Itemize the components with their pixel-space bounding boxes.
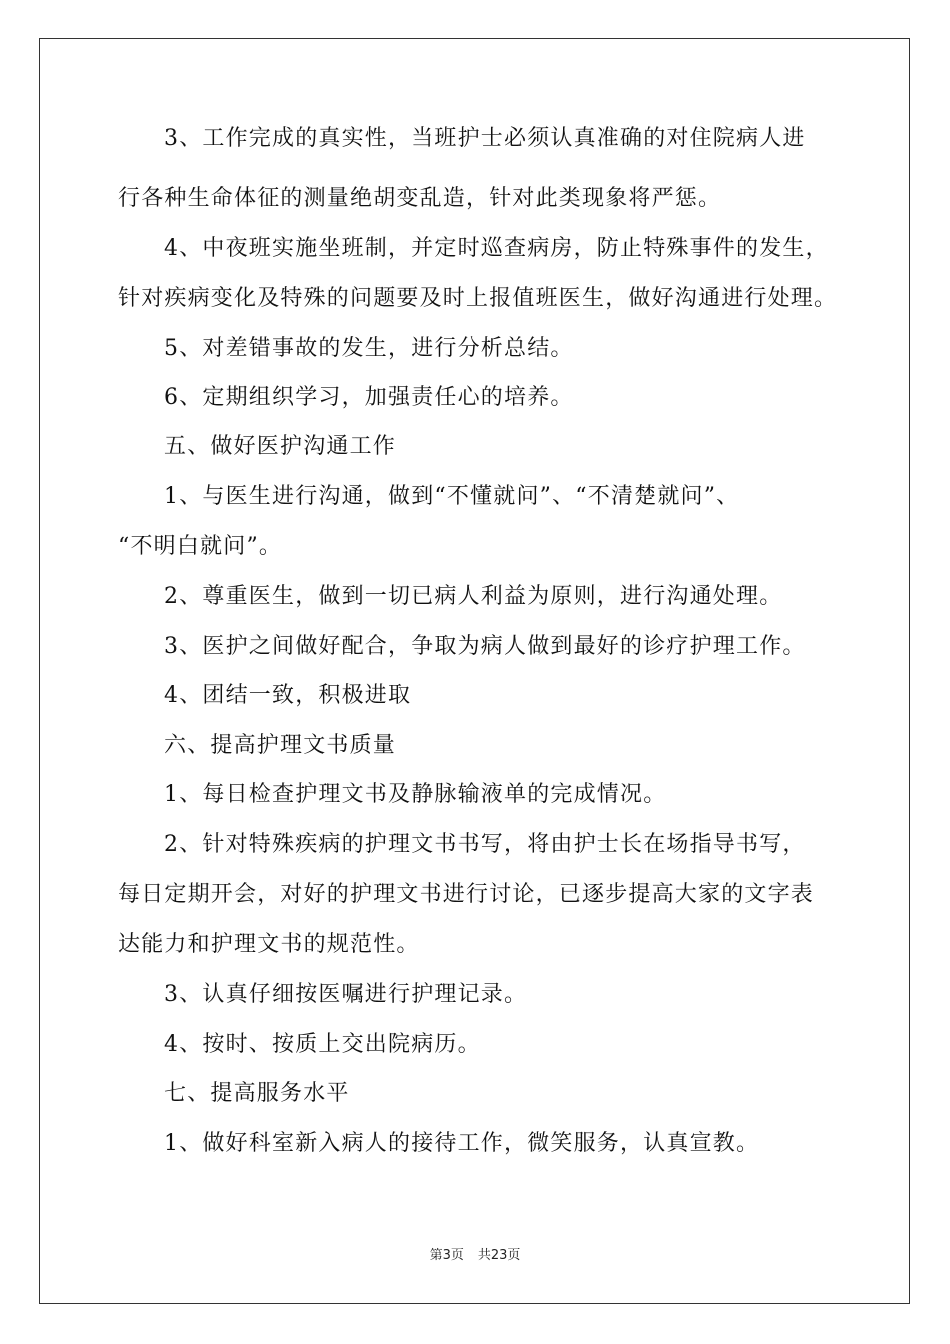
page-number: 第3页 — [429, 1248, 464, 1263]
paragraph-line: 3、认真仔细按医嘱进行护理记录。 — [164, 982, 528, 1007]
paragraph-line: 3、工作完成的真实性，当班护士必须认真准确的对住院病人进 — [164, 126, 806, 151]
page-border — [39, 38, 910, 1304]
paragraph-line: 行各种生命体征的测量绝胡变乱造，针对此类现象将严惩。 — [118, 186, 722, 211]
paragraph-line: 2、尊重医生，做到一切已病人利益为原则，进行沟通处理。 — [164, 584, 783, 609]
page-footer — [0, 1244, 950, 1263]
paragraph-line: 3、医护之间做好配合，争取为病人做到最好的诊疗护理工作。 — [164, 634, 806, 659]
paragraph-line: 5、对差错事故的发生，进行分析总结。 — [164, 336, 574, 361]
paragraph-line: 1、做好科室新入病人的接待工作，微笑服务，认真宣教。 — [164, 1131, 760, 1156]
paragraph-line: 4、按时、按质上交出院病历。 — [164, 1032, 481, 1057]
paragraph-line: 达能力和护理文书的规范性。 — [118, 932, 420, 957]
paragraph-line: 4、中夜班实施坐班制，并定时巡查病房，防止特殊事件的发生， — [164, 236, 829, 261]
paragraph-line: 针对疾病变化及特殊的问题要及时上报值班医生，做好沟通进行处理。 — [118, 286, 838, 311]
paragraph-line: 2、针对特殊疾病的护理文书书写，将由护士长在场指导书写， — [164, 832, 806, 857]
page-total: 共23页 — [477, 1248, 521, 1263]
paragraph-line: 每日定期开会，对好的护理文书进行讨论，已逐步提高大家的文字表 — [118, 882, 815, 907]
paragraph-line: 1、与医生进行沟通，做到“不懂就问”、“不清楚就问”、 — [164, 484, 740, 509]
paragraph-line: “不明白就问”。 — [118, 534, 283, 559]
section-heading: 七、提高服务水平 — [164, 1081, 350, 1106]
section-heading: 五、做好医护沟通工作 — [164, 434, 397, 459]
paragraph-line: 1、每日检查护理文书及静脉输液单的完成情况。 — [164, 782, 667, 807]
paragraph-line: 6、定期组织学习，加强责任心的培养。 — [164, 385, 574, 410]
section-heading: 六、提高护理文书质量 — [164, 733, 397, 758]
paragraph-line: 4、团结一致，积极进取 — [164, 683, 412, 708]
